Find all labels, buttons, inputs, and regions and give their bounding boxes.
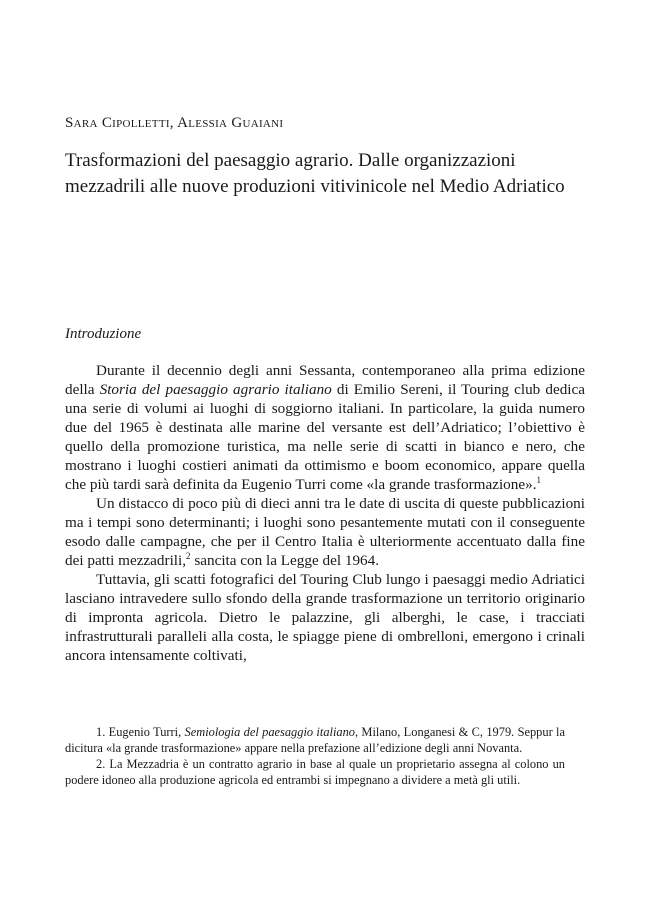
footnote-ref: 2 bbox=[186, 550, 191, 561]
title-line: mezzadrili alle nuove produzioni vitivinicole nel Medio Adriatico bbox=[65, 176, 565, 197]
paragraph: Un distacco di poco più di dieci anni tra le date di uscita di queste pubblicazioni ma i tempi sono determinanti; i luoghi sono pesantemente mutati con il conseguente esodo dalle campagne, che per il Centro Italia è ulteriormente accentuato dalla fine dei patti mezzadrili,$^2$ sancita con la Legge del 1964. bbox=[65, 495, 585, 569]
author-names: Sara Cipolletti, Alessia Guaiani bbox=[65, 115, 284, 131]
footnotes bbox=[65, 724, 565, 788]
paragraph: Tuttavia, gli scatti fotografici del Touring Club lungo i paesaggi medio Adriatici lasciano intravedere sullo sfondo della grande trasformazione un territorio originario di impronta agricola. Dietro le palazzine, gli alberghi, le case, i tracciati infrastrutturali paralleli alla costa, le spiagge piene di ombrelloni, emergono i crinali ancora intensamente coltivati, bbox=[65, 571, 585, 664]
book-title: Storia del paesaggio agrario italiano bbox=[99, 381, 332, 398]
title-line: Trasformazioni del paesaggio agrario. Dalle organizzazioni bbox=[65, 150, 516, 171]
book-title: Semiologia del paesaggio italiano bbox=[184, 725, 355, 739]
footnote-ref: 1 bbox=[536, 474, 541, 485]
footnote: 2. La Mezzadria è un contratto agrario in base al quale un proprietario assegna al colono un podere idoneo alla produzione agricola ed entrambi si impegnano a dividere a metà gli utili. bbox=[65, 757, 565, 787]
body-text bbox=[65, 361, 585, 665]
footnote: 1. Eugenio Turri, Semiologia del paesaggio italiano, Milano, Longanesi & C, 1979. Seppur la dicitura «la grande trasformazione» appare nella prefazione all’edizione degli anni Novanta. bbox=[65, 725, 565, 755]
paragraph: Durante il decennio degli anni Sessanta, contemporaneo alla prima edizione della Storia del paesaggio agrario italiano di Emilio Sereni, il Touring club dedica una serie di volumi ai luoghi di soggiorno italiani. In particolare, la guida numero due del 1965 è destinata alle marine del versante est dell’Adriatico; l’obiettivo è quello della promozione turistica, ma nelle serie di scatti in bianco e nero, che mostrano i luoghi costieri animati da ottimismo e boom economico, appare quella che più tardi sarà definita da Eugenio Turri come «la grande trasformazione».$^1$ bbox=[65, 362, 585, 493]
article-title bbox=[65, 148, 585, 200]
section-heading: Introduzione bbox=[65, 326, 142, 342]
